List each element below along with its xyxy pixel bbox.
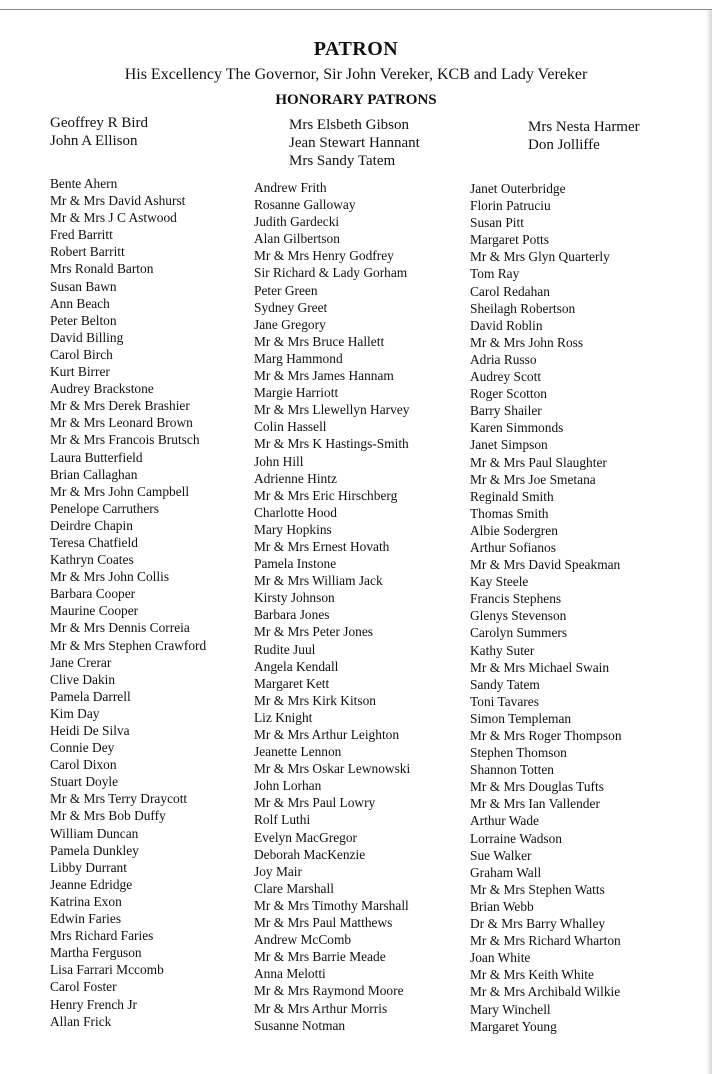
patron-name: Thomas Smith [470, 505, 549, 521]
patron-name: Sydney Greet [254, 299, 328, 315]
patron-name: Mr & Mrs Llewellyn Harvey [254, 402, 410, 418]
patron-name: Carolyn Summers [470, 625, 568, 641]
patron-name: Mr & Mrs Ernest Hovath [254, 538, 390, 554]
honorary-column-3 [528, 118, 640, 154]
patron-name: Stuart Doyle [50, 774, 119, 790]
patron-name: Barry Shailer [470, 403, 542, 419]
patron-name: Mary Hopkins [254, 521, 332, 537]
patron-name: Libby Durrant [50, 859, 127, 875]
patron-name: David Roblin [470, 317, 543, 333]
patron-name: Mr & Mrs Bob Duffy [50, 808, 166, 824]
patron-name: Susanne Notman [254, 1017, 346, 1033]
patron-name: Rudite Juul [254, 641, 316, 657]
patron-name: Connie Dey [50, 740, 115, 756]
patron-name: Carol Redahan [470, 283, 550, 299]
patron-name: Colin Hassell [254, 419, 327, 435]
patron-name: Mr & Mrs William Jack [254, 573, 383, 589]
patron-name: Mary Winchell [470, 1001, 551, 1017]
patron-name: Mr & Mrs Kirk Kitson [254, 692, 377, 708]
patron-name: Mr & Mrs Oskar Lewnowski [254, 761, 411, 777]
patron-name: Florin Patruciu [470, 198, 551, 214]
patron-name: Mr & Mrs Stephen Watts [470, 881, 605, 897]
patron-name: Mr & Mrs Leonard Brown [50, 415, 193, 431]
patron-name: Martha Ferguson [50, 945, 142, 961]
patron-name: Graham Wall [470, 864, 542, 880]
patron-name: Mr & Mrs Derek Brashier [50, 398, 190, 414]
patron-name: Reginald Smith [470, 488, 554, 504]
patron-name: Margaret Kett [254, 675, 330, 691]
patron-name: Mr & Mrs Bruce Hallett [254, 333, 385, 349]
patron-name: Mr & Mrs Richard Wharton [470, 933, 621, 949]
patron-name: Edwin Faries [50, 911, 122, 927]
patron-name: Sue Walker [470, 847, 532, 863]
patron-name: Susan Bawn [50, 278, 117, 294]
patron-name: Adria Russo [470, 351, 537, 367]
patron-name: Angela Kendall [254, 658, 339, 674]
patron-name: Henry French Jr [50, 996, 138, 1012]
honorary-patron-name: Geoffrey R Bird [50, 115, 149, 131]
patron-name: Kurt Birrer [50, 364, 110, 380]
patron-name: Charlotte Hood [254, 504, 337, 520]
patron-name: Sheilagh Robertson [470, 300, 576, 316]
patron-name: Mr & Mrs Joe Smetana [470, 471, 596, 487]
patron-name: Mrs Richard Faries [50, 928, 154, 944]
patron-name: John Lorhan [254, 778, 322, 794]
patron-name: Rolf Luthi [254, 812, 311, 828]
patron-name: Janet Outerbridge [470, 181, 566, 196]
patron-name: Allan Frick [50, 1013, 112, 1029]
patron-name: Toni Tavares [470, 693, 539, 709]
patron-name: Heidi De Silva [50, 723, 130, 738]
patron-name: Janet Simpson [470, 437, 548, 453]
patron-name: Arthur Wade [470, 813, 539, 829]
patron-name: John Hill [254, 453, 304, 469]
page-right-shadow [706, 10, 712, 1074]
patron-name: Mr & Mrs Paul Slaughter [470, 454, 607, 470]
patron-name: Mr & Mrs Eric Hirschberg [254, 487, 398, 503]
patron-name: Margaret Young [470, 1018, 557, 1034]
patron-name: Deborah MacKenzie [254, 846, 366, 862]
patron-name: Mr & Mrs Glyn Quarterly [470, 249, 610, 265]
patron-name: Bente Ahern [50, 176, 118, 191]
honorary-patron-name: Don Jolliffe [528, 137, 600, 153]
patron-name: Mr & Mrs Paul Matthews [254, 915, 393, 931]
patron-name: Joan White [470, 950, 531, 966]
patron-name: Jeanette Lennon [254, 744, 342, 760]
patron-name: Simon Templeman [470, 710, 572, 726]
patron-name: Susan Pitt [470, 215, 524, 231]
patron-name: Mr & Mrs Timothy Marshall [254, 897, 409, 913]
patron-name: Marg Hammond [254, 350, 343, 366]
patron-name: Joy Mair [254, 863, 302, 879]
patron-name: Mr & Mrs Raymond Moore [254, 983, 404, 999]
patron-name: Mr & Mrs Paul Lowry [254, 795, 376, 811]
patron-name: Evelyn MacGregor [254, 829, 357, 845]
patron-name: Mr & Mrs Arthur Leighton [254, 727, 400, 742]
patron-name: Brian Callaghan [50, 466, 138, 482]
patron-name: Carol Dixon [50, 757, 117, 773]
patron-name: Clive Dakin [50, 671, 116, 687]
patron-name: Mr & Mrs James Hannam [254, 368, 394, 384]
patron-name: Jeanne Edridge [50, 876, 133, 892]
patron-name: Audrey Brackstone [50, 381, 154, 397]
patron-name: Mr & Mrs Michael Swain [470, 659, 610, 675]
patron-name: Dr & Mrs Barry Whalley [470, 916, 606, 932]
patron-name: Mr & Mrs Archibald Wilkie [470, 984, 621, 1000]
patron-name: Kathryn Coates [50, 552, 134, 568]
patron-name: Clare Marshall [254, 880, 334, 896]
patron-name: Sandy Tatem [470, 676, 540, 692]
patron-name: Mr & Mrs J C Astwood [50, 210, 177, 226]
patron-name: Ann Beach [50, 295, 110, 311]
honorary-patron-name: Mrs Sandy Tatem [289, 153, 396, 169]
patron-name: Arthur Sofianos [470, 539, 556, 555]
name-column-1 [50, 175, 206, 1030]
patron-name: Francis Stephens [470, 591, 562, 607]
patron-name: Margaret Potts [470, 232, 549, 248]
page-top-edge [0, 0, 712, 10]
patron-name: Mr & Mrs Keith White [470, 967, 594, 983]
patron-name: Mr & Mrs Dennis Correia [50, 620, 190, 636]
patron-name: Mr & Mrs Stephen Crawford [50, 637, 207, 653]
patron-name: Teresa Chatfield [50, 534, 138, 550]
patron-name: Mr & Mrs John Campbell [50, 483, 190, 499]
honorary-patron-name: Mrs Elsbeth Gibson [289, 117, 409, 133]
honorary-column-1 [50, 114, 148, 150]
patron-name: Carol Birch [50, 346, 113, 362]
patron-name: Maurine Cooper [50, 603, 139, 619]
honorary-patrons-heading: HONORARY PATRONS [275, 92, 437, 108]
patron-name: Andrew Frith [254, 180, 327, 195]
patron-name: Albie Sodergren [470, 522, 558, 538]
patron-name: Jane Gregory [254, 316, 326, 332]
patron-name: Fred Barritt [50, 227, 113, 243]
patron-name: Roger Scotton [470, 386, 547, 402]
patron-name: Sir Richard & Lady Gorham [254, 265, 408, 281]
patron-name: Mr & Mrs Barrie Meade [254, 949, 386, 965]
patron-name: Anna Melotti [254, 966, 326, 982]
patron-name: Pamela Darrell [50, 688, 131, 704]
patron-name: Liz Knight [254, 709, 313, 725]
patron-name: Pamela Instone [254, 556, 337, 572]
patron-name: Mr & Mrs David Ashurst [50, 193, 186, 209]
patron-name: Carol Foster [50, 979, 117, 995]
patron-name: Peter Green [254, 282, 318, 298]
honorary-column-2 [289, 116, 420, 170]
patron-name: Deirdre Chapin [50, 517, 133, 533]
patron-name: Glenys Stevenson [470, 608, 567, 624]
patron-name: Judith Gardecki [254, 214, 340, 230]
patron-name: Audrey Scott [470, 369, 542, 385]
patron-name: Kirsty Johnson [254, 590, 335, 606]
patron-name: Brian Webb [470, 898, 534, 914]
honorary-patron-name: John A Ellison [50, 133, 138, 149]
patron-name: Mr & Mrs John Ross [470, 334, 584, 350]
patron-name: Mr & Mrs John Collis [50, 569, 170, 585]
patron-name: Mr & Mrs Arthur Morris [254, 1000, 388, 1016]
name-column-3 [470, 180, 622, 1035]
patron-name: Margie Harriott [254, 385, 339, 401]
patron-name: Mr & Mrs David Speakman [470, 557, 621, 573]
patron-name: Rosanne Galloway [254, 197, 356, 213]
patron-name: Mr & Mrs K Hastings-Smith [254, 436, 409, 452]
honorary-patron-name: Jean Stewart Hannant [289, 135, 420, 151]
patron-name: Pamela Dunkley [50, 842, 139, 858]
patron-name: Lisa Farrari Mccomb [50, 962, 164, 978]
patron-line: His Excellency The Governor, Sir John Vereker, KCB and Lady Vereker [124, 66, 588, 83]
patron-name: Penelope Carruthers [50, 500, 159, 516]
patron-name: Adrienne Hintz [254, 470, 337, 486]
page-title: PATRON [313, 38, 399, 60]
name-column-2 [254, 179, 410, 1034]
patron-name: Karen Simmonds [470, 420, 564, 436]
patron-name: Mr & Mrs Peter Jones [254, 624, 374, 640]
patron-name: Mr & Mrs Henry Godfrey [254, 248, 394, 264]
patron-name: Lorraine Wadson [470, 830, 563, 846]
patron-name: Peter Belton [50, 312, 117, 328]
honorary-patron-name: Mrs Nesta Harmer [528, 119, 640, 135]
patron-name: Mr & Mrs Terry Draycott [50, 791, 188, 807]
patron-name: Shannon Totten [470, 762, 554, 778]
patron-name: William Duncan [50, 825, 139, 841]
patron-name: Mr & Mrs Francois Brutsch [50, 432, 200, 448]
patron-name: Stephen Thomson [470, 745, 567, 761]
patron-name: Mr & Mrs Douglas Tufts [470, 779, 604, 795]
patron-name: Mrs Ronald Barton [50, 261, 154, 277]
patron-name: Barbara Jones [254, 607, 330, 623]
patron-name: Kim Day [50, 705, 100, 721]
patron-name: Barbara Cooper [50, 586, 136, 602]
patron-name: Robert Barritt [50, 244, 125, 260]
patron-name: Jane Crerar [50, 654, 112, 670]
patron-name: Laura Butterfield [50, 449, 143, 465]
patron-name: Katrina Exon [50, 893, 122, 909]
patron-name: Mr & Mrs Roger Thompson [470, 728, 622, 743]
patron-name: Andrew McComb [254, 932, 352, 948]
patron-name: Tom Ray [470, 266, 520, 282]
patron-name: Kay Steele [470, 574, 529, 590]
patron-name: Mr & Mrs Ian Vallender [470, 796, 600, 812]
patron-name: David Billing [50, 329, 124, 345]
patron-name: Kathy Suter [470, 642, 535, 658]
patron-name: Alan Gilbertson [254, 231, 340, 247]
